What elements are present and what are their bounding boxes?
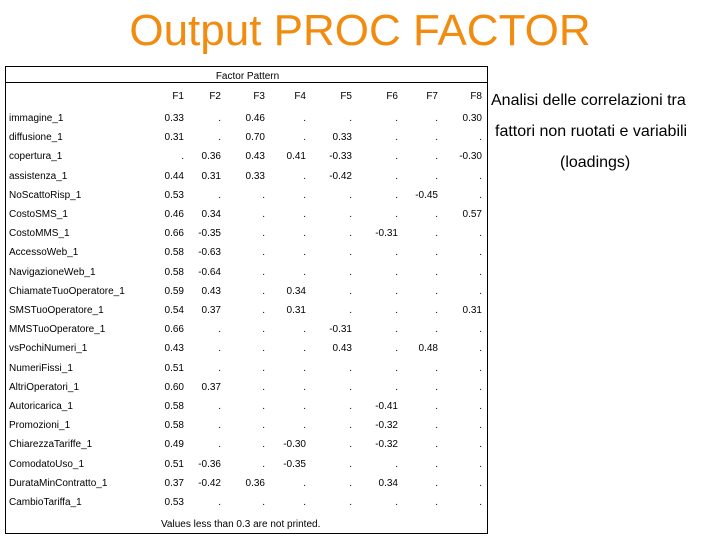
table-row bbox=[6, 439, 487, 458]
loading-cell: . bbox=[435, 381, 438, 393]
loading-cell: . bbox=[435, 228, 438, 240]
loading-cell: -0.42 bbox=[198, 477, 221, 489]
loading-cell: 0.53 bbox=[164, 497, 184, 508]
loading-cell: . bbox=[303, 113, 306, 124]
row-label: assistenza_1 bbox=[9, 170, 68, 182]
loading-cell: 0.31 bbox=[286, 305, 306, 316]
row-label: NavigazioneWeb_1 bbox=[9, 266, 96, 278]
loading-cell: . bbox=[479, 170, 482, 182]
loading-cell: . bbox=[479, 132, 482, 144]
loading-cell: . bbox=[395, 324, 398, 336]
column-header-f3: F3 bbox=[253, 91, 265, 102]
loading-cell: . bbox=[349, 266, 352, 278]
loading-cell: . bbox=[303, 401, 306, 412]
loading-cell: . bbox=[349, 247, 352, 259]
loading-cell: . bbox=[262, 439, 265, 451]
loading-cell: . bbox=[303, 247, 306, 259]
loading-cell: . bbox=[349, 209, 352, 220]
loading-cell: -0.63 bbox=[198, 247, 221, 259]
loading-cell: . bbox=[349, 458, 352, 470]
table-row bbox=[6, 190, 487, 209]
row-label: CostoMMS_1 bbox=[9, 228, 70, 240]
table-row bbox=[6, 382, 487, 401]
table-row bbox=[6, 171, 487, 190]
row-label: AltriOperatori_1 bbox=[9, 381, 80, 393]
loading-cell: -0.31 bbox=[329, 324, 352, 336]
loading-cell: 0.49 bbox=[164, 439, 184, 451]
loading-cell: 0.51 bbox=[164, 362, 184, 374]
table-row bbox=[6, 113, 487, 132]
loading-cell: . bbox=[262, 401, 265, 412]
loading-cell: . bbox=[262, 247, 265, 259]
loading-cell: . bbox=[349, 285, 352, 297]
table-row bbox=[6, 324, 487, 343]
loading-cell: . bbox=[303, 189, 306, 201]
table-row bbox=[6, 363, 487, 382]
loading-cell: 0.58 bbox=[164, 247, 184, 259]
row-label: vsPochiNumeri_1 bbox=[9, 343, 88, 355]
row-label: CostoSMS_1 bbox=[9, 209, 68, 220]
loading-cell: . bbox=[262, 343, 265, 355]
loading-cell: 0.66 bbox=[164, 324, 184, 336]
loading-cell: 0.33 bbox=[164, 113, 184, 124]
loading-cell: . bbox=[349, 189, 352, 201]
loading-cell: . bbox=[479, 477, 482, 489]
table-note: Values less than 0.3 are not printed. bbox=[161, 519, 321, 530]
loading-cell: . bbox=[435, 266, 438, 278]
loading-cell: . bbox=[262, 420, 265, 432]
loading-cell: -0.32 bbox=[375, 420, 398, 432]
loading-cell: . bbox=[349, 420, 352, 432]
loading-cell: . bbox=[181, 151, 184, 163]
column-header-f5: F5 bbox=[340, 91, 352, 102]
row-label: Promozioni_1 bbox=[9, 420, 71, 432]
loading-cell: -0.30 bbox=[459, 151, 482, 163]
loading-cell: . bbox=[435, 420, 438, 432]
loading-cell: . bbox=[218, 132, 221, 144]
loading-cell: . bbox=[218, 343, 221, 355]
loading-cell: . bbox=[395, 381, 398, 393]
loading-cell: -0.41 bbox=[375, 401, 398, 412]
row-label: ComodatoUso_1 bbox=[9, 458, 85, 470]
loading-cell: . bbox=[479, 247, 482, 259]
row-label: ChiarezzaTariffe_1 bbox=[9, 439, 93, 451]
loading-cell: . bbox=[218, 497, 221, 508]
loading-cell: 0.54 bbox=[164, 305, 184, 316]
loading-cell: . bbox=[479, 189, 482, 201]
loading-cell: . bbox=[303, 477, 306, 489]
loading-cell: 0.59 bbox=[164, 285, 184, 297]
loading-cell: . bbox=[479, 343, 482, 355]
loading-cell: . bbox=[395, 247, 398, 259]
loading-cell: . bbox=[479, 324, 482, 336]
loading-cell: . bbox=[303, 497, 306, 508]
loading-cell: . bbox=[395, 209, 398, 220]
loading-cell: 0.36 bbox=[245, 477, 265, 489]
loading-cell: . bbox=[262, 285, 265, 297]
loading-cell: . bbox=[435, 170, 438, 182]
loading-cell: 0.37 bbox=[201, 381, 221, 393]
table-row bbox=[6, 267, 487, 286]
loading-cell: . bbox=[218, 189, 221, 201]
loading-cell: -0.42 bbox=[329, 170, 352, 182]
loading-cell: . bbox=[303, 343, 306, 355]
loading-cell: . bbox=[218, 324, 221, 336]
loading-cell: . bbox=[262, 209, 265, 220]
loading-cell: 0.33 bbox=[332, 132, 352, 144]
loading-cell: . bbox=[435, 113, 438, 124]
loading-cell: 0.57 bbox=[462, 209, 482, 220]
loading-cell: . bbox=[262, 189, 265, 201]
loading-cell: . bbox=[395, 305, 398, 316]
loading-cell: . bbox=[218, 439, 221, 451]
loading-cell: . bbox=[262, 324, 265, 336]
table-row bbox=[6, 343, 487, 362]
loading-cell: . bbox=[395, 497, 398, 508]
column-header-f7: F7 bbox=[426, 91, 438, 102]
loading-cell: . bbox=[349, 381, 352, 393]
loading-cell: . bbox=[218, 113, 221, 124]
loading-cell: 0.33 bbox=[245, 170, 265, 182]
loading-cell: . bbox=[435, 362, 438, 374]
column-header-f8: F8 bbox=[470, 91, 482, 102]
loading-cell: . bbox=[435, 497, 438, 508]
loading-cell: . bbox=[262, 458, 265, 470]
loading-cell: . bbox=[395, 362, 398, 374]
loading-cell: . bbox=[303, 209, 306, 220]
table-row bbox=[6, 459, 487, 478]
loading-cell: 0.37 bbox=[201, 305, 221, 316]
loading-cell: . bbox=[435, 151, 438, 163]
loading-cell: 0.58 bbox=[164, 401, 184, 412]
table-row bbox=[6, 132, 487, 151]
loading-cell: 0.43 bbox=[332, 343, 352, 355]
loading-cell: 0.34 bbox=[201, 209, 221, 220]
loading-cell: . bbox=[479, 439, 482, 451]
loading-cell: 0.53 bbox=[164, 189, 184, 201]
loading-cell: -0.35 bbox=[198, 228, 221, 240]
column-header-f1: F1 bbox=[172, 91, 184, 102]
loading-cell: . bbox=[395, 113, 398, 124]
row-label: NoScattoRisp_1 bbox=[9, 189, 82, 201]
loading-cell: 0.60 bbox=[164, 381, 184, 393]
loading-cell: 0.66 bbox=[164, 228, 184, 240]
loading-cell: . bbox=[303, 228, 306, 240]
loading-cell: 0.36 bbox=[201, 151, 221, 163]
table-row bbox=[6, 497, 487, 516]
loading-cell: 0.51 bbox=[164, 458, 184, 470]
loading-cell: . bbox=[303, 266, 306, 278]
loading-cell: . bbox=[349, 228, 352, 240]
loading-cell: 0.31 bbox=[201, 170, 221, 182]
table-row bbox=[6, 420, 487, 439]
row-label: SMSTuoOperatore_1 bbox=[9, 305, 104, 316]
loading-cell: 0.44 bbox=[164, 170, 184, 182]
table-row bbox=[6, 305, 487, 324]
loading-cell: . bbox=[218, 362, 221, 374]
loading-cell: 0.37 bbox=[164, 477, 184, 489]
loading-cell: -0.31 bbox=[375, 228, 398, 240]
loading-cell: 0.70 bbox=[245, 132, 265, 144]
loading-cell: 0.43 bbox=[164, 343, 184, 355]
loading-cell: . bbox=[479, 266, 482, 278]
loading-cell: -0.45 bbox=[415, 189, 438, 201]
loading-cell: . bbox=[262, 497, 265, 508]
row-label: DurataMinContratto_1 bbox=[9, 477, 108, 489]
loading-cell: 0.31 bbox=[164, 132, 184, 144]
table-row bbox=[6, 401, 487, 420]
loading-cell: -0.33 bbox=[329, 151, 352, 163]
loading-cell: . bbox=[262, 362, 265, 374]
side-text-line3: (loadings) bbox=[560, 154, 631, 171]
table-row bbox=[6, 286, 487, 305]
loading-cell: 0.30 bbox=[462, 113, 482, 124]
loading-cell: . bbox=[262, 228, 265, 240]
row-label: diffusione_1 bbox=[9, 132, 63, 144]
loading-cell: . bbox=[479, 381, 482, 393]
loading-cell: . bbox=[262, 305, 265, 316]
loading-cell: 0.58 bbox=[164, 420, 184, 432]
loading-cell: . bbox=[395, 189, 398, 201]
loading-cell: . bbox=[303, 381, 306, 393]
loading-cell: 0.58 bbox=[164, 266, 184, 278]
row-label: AccessoWeb_1 bbox=[9, 247, 79, 259]
loading-cell: 0.34 bbox=[378, 477, 398, 489]
column-header-f6: F6 bbox=[386, 91, 398, 102]
loading-cell: -0.64 bbox=[198, 266, 221, 278]
row-label: immagine_1 bbox=[9, 113, 64, 124]
loading-cell: . bbox=[395, 170, 398, 182]
row-label: ChiamateTuoOperatore_1 bbox=[9, 285, 125, 297]
column-header-f4: F4 bbox=[294, 91, 306, 102]
loading-cell: . bbox=[303, 420, 306, 432]
loading-cell: . bbox=[395, 266, 398, 278]
loading-cell: 0.46 bbox=[164, 209, 184, 220]
loading-cell: . bbox=[349, 439, 352, 451]
loading-cell: . bbox=[218, 420, 221, 432]
loading-cell: . bbox=[479, 497, 482, 508]
loading-cell: . bbox=[303, 362, 306, 374]
row-label: CambioTariffa_1 bbox=[9, 497, 82, 508]
loading-cell: . bbox=[435, 458, 438, 470]
column-header-f2: F2 bbox=[209, 91, 221, 102]
loading-cell: . bbox=[479, 401, 482, 412]
table-row bbox=[6, 151, 487, 170]
row-label: copertura_1 bbox=[9, 151, 63, 163]
table-row bbox=[6, 228, 487, 247]
loading-cell: . bbox=[349, 305, 352, 316]
loading-cell: . bbox=[303, 132, 306, 144]
loading-cell: -0.32 bbox=[375, 439, 398, 451]
loading-cell: . bbox=[218, 401, 221, 412]
row-label: MMSTuoOperatore_1 bbox=[9, 324, 106, 336]
loading-cell: . bbox=[479, 362, 482, 374]
loading-cell: . bbox=[395, 151, 398, 163]
table-caption: Factor Pattern bbox=[215, 71, 280, 82]
loading-cell: . bbox=[435, 401, 438, 412]
loading-cell: -0.36 bbox=[198, 458, 221, 470]
loading-cell: . bbox=[435, 132, 438, 144]
loading-cell: . bbox=[395, 132, 398, 144]
loading-cell: . bbox=[435, 247, 438, 259]
loading-cell: 0.46 bbox=[245, 113, 265, 124]
table-row bbox=[6, 209, 487, 228]
loading-cell: . bbox=[435, 305, 438, 316]
side-text-line1: Analisi delle correlazioni tra bbox=[491, 92, 686, 109]
loading-cell: -0.35 bbox=[283, 458, 306, 470]
loading-cell: . bbox=[349, 113, 352, 124]
loading-cell: . bbox=[395, 343, 398, 355]
loading-cell: . bbox=[435, 477, 438, 489]
table-row bbox=[6, 247, 487, 266]
loading-cell: 0.48 bbox=[418, 343, 438, 355]
loading-cell: . bbox=[435, 324, 438, 336]
loading-cell: 0.31 bbox=[462, 305, 482, 316]
loading-cell: . bbox=[435, 439, 438, 451]
row-label: Autoricarica_1 bbox=[9, 401, 73, 412]
loading-cell: . bbox=[435, 285, 438, 297]
loading-cell: 0.43 bbox=[201, 285, 221, 297]
loading-cell: . bbox=[349, 401, 352, 412]
loading-cell: . bbox=[303, 170, 306, 182]
slide-title: Output PROC FACTOR bbox=[129, 6, 591, 55]
loading-cell: 0.34 bbox=[286, 285, 306, 297]
loading-cell: . bbox=[479, 228, 482, 240]
loading-cell: . bbox=[303, 324, 306, 336]
loading-cell: . bbox=[262, 266, 265, 278]
table-row bbox=[6, 478, 487, 497]
loading-cell: . bbox=[349, 362, 352, 374]
side-text-line2: fattori non ruotati e variabili bbox=[495, 123, 688, 140]
caption-divider bbox=[6, 82, 487, 83]
loading-cell: . bbox=[479, 420, 482, 432]
loading-cell: . bbox=[395, 458, 398, 470]
loading-cell: . bbox=[435, 209, 438, 220]
loading-cell: 0.43 bbox=[245, 151, 265, 163]
loading-cell: . bbox=[262, 381, 265, 393]
loading-cell: . bbox=[349, 497, 352, 508]
loading-cell: 0.41 bbox=[286, 151, 306, 163]
loading-cell: . bbox=[479, 458, 482, 470]
loading-cell: -0.30 bbox=[283, 439, 306, 451]
loading-cell: . bbox=[349, 477, 352, 489]
factor-pattern-table bbox=[5, 66, 488, 534]
loading-cell: . bbox=[479, 285, 482, 297]
row-label: NumeriFissi_1 bbox=[9, 362, 73, 374]
loading-cell: . bbox=[395, 285, 398, 297]
